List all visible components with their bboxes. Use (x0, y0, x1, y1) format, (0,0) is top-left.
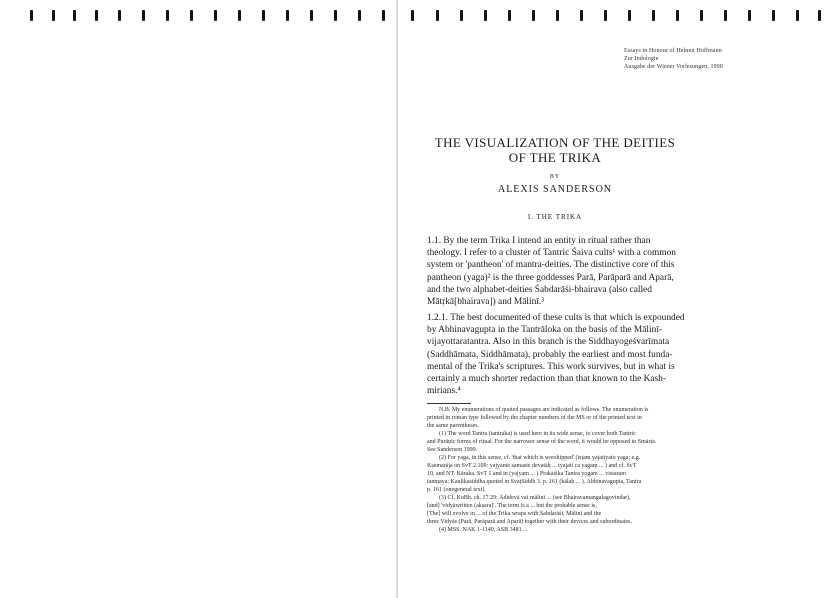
footnote-rule (427, 403, 471, 404)
scan-mark (214, 10, 217, 21)
footnote-line: printed in roman type followed by the chapter numbers of the MS or of the printed text in (427, 415, 642, 421)
scan-mark (628, 10, 631, 21)
scan-mark (676, 10, 679, 21)
text-line: and the two alphabet-deities Śabdarāśi-bhairava (also called (427, 284, 652, 295)
scan-mark (286, 10, 289, 21)
scan-mark (166, 10, 169, 21)
scan-mark (604, 10, 607, 21)
text-line: by Abhinavagupta in the Tantrāloka on the basis of the Mālinī- (427, 325, 663, 336)
footnote-line: Kṣemarāja on SvT 2.109: yajyante samaste devatāḥ ... tyajati ca yagaṃ ... ) and cf. SvT (427, 463, 637, 469)
scan-edge-marks (0, 10, 835, 24)
scan-mark (142, 10, 145, 21)
footnote-line: 10, and NT. Kāraka. SvT 1 and in (yajyam ... ) Prakāśika Tantra yogam ... vistaram (427, 471, 626, 477)
footnotes (427, 406, 779, 534)
footnote-line: [and] 'vidyāwritten (akṣara)'. The term is a ... but the probable sense is, (427, 503, 597, 509)
footnote-line: (1) The word Tantra (tantraka) is used here in its wide sense, to cover both Tantric (439, 431, 636, 437)
scan-mark (95, 10, 98, 21)
title-line: THE VISUALIZATION OF THE DEITIES (434, 135, 676, 150)
article-title (430, 135, 680, 165)
footnote-line: p. 161 (onegeneral text). (427, 487, 486, 493)
publication-note (624, 47, 824, 71)
text-line: Mātṛkā[bhairava]) and Mālinī.³ (427, 297, 545, 308)
section-heading: I. THE TRIKA (527, 213, 583, 221)
scan-mark (382, 10, 385, 21)
scan-mark (73, 10, 76, 21)
scan-mark (556, 10, 559, 21)
scan-mark (30, 10, 33, 21)
scan-mark (748, 10, 751, 21)
scan-mark (310, 10, 313, 21)
scan-mark (652, 10, 655, 21)
scan-mark (238, 10, 241, 21)
scan-mark (580, 10, 583, 21)
scan-mark (772, 10, 775, 21)
scan-mark (484, 10, 487, 21)
footnote-line: See Sanderson 1990. (427, 447, 478, 453)
scan-mark (700, 10, 703, 21)
text-line: 1.1. By the term Trika I intend an entity in ritual rather than (427, 236, 651, 246)
author-name: ALEXIS SANDERSON (497, 184, 613, 195)
footnote-line: the same parentheses. (427, 423, 480, 429)
scan-mark (52, 10, 55, 21)
scan-mark (436, 10, 439, 21)
paragraph-1-1 (427, 235, 777, 308)
scan-mark (190, 10, 193, 21)
scan-mark (411, 10, 414, 21)
footnote-line: (2) For yaga, in this sense, cf. 'that which is worshipped' (iṣṭaṃ yajatiyato yaga; e.g. (439, 455, 641, 461)
footnote-line: three Vidyās (Parā, Parāparā and Aparā) together with their devices and subordinates. (427, 519, 632, 525)
text-line: mental of the Trika's scriptures. This work survives, but in what is (427, 361, 675, 372)
text-line: system or 'pantheon' of mantra-deities. The distinctive core of this (427, 260, 675, 271)
scan-mark (508, 10, 511, 21)
footnote-line: (4) MSS. NAK 1-1140, ASB 3481 ... (439, 527, 528, 533)
scan-mark (532, 10, 535, 21)
scan-mark (796, 10, 799, 21)
scan-mark (334, 10, 337, 21)
scan-mark (460, 10, 463, 21)
scan-mark (358, 10, 361, 21)
title-line: OF THE TRIKA (508, 150, 602, 165)
text-line: 1.2.1. The best documented of these cults is that which is expounded (427, 313, 685, 323)
scan-mark (118, 10, 121, 21)
page-fold (396, 0, 398, 598)
footnote-line: and Purāṇic forms of ritual. For the narrower sense of the word, it would be opposed to Śmārta. (427, 439, 657, 445)
footnote-line: tanmaya; Kaulikasiddha quoted in SvaṭSiddh 3. p. 161 (kālaḥ ... ). Abhinavagupta, Tantra (427, 479, 642, 485)
text-line: vijayottaratantra. Also in this branch is the Siddhayogeśvarīmata (427, 337, 670, 348)
publication-note-line: Ausgabe der Wiener Vorlesungen, 1990 (624, 64, 723, 70)
text-line: theology. I refer to a cluster of Tantric Śaiva cults¹ with a common (427, 248, 676, 259)
by-label: BY (549, 174, 561, 180)
publication-note-line: Essays in Honour of Helmut Hoffmann (624, 48, 722, 54)
scan-mark (818, 10, 821, 21)
text-line: (Saddhāmata, Siddhāmata), probably the earliest and most funda- (427, 349, 673, 360)
text-line: mirians.⁴ (427, 386, 461, 397)
text-line: certainly a much shorter redaction than that known to the Kash- (427, 374, 666, 385)
scan-mark (262, 10, 265, 21)
text-line: pantheon (yaga)² is the three goddesses Parā, Parāparā and Aparā, (427, 272, 674, 283)
paragraph-1-2-1 (427, 312, 777, 397)
footnote-line: N.B. My enumerations of quoted passages are indicated as follows. The enumeration is (439, 407, 649, 413)
footnote-line: [The] will evolve in ... of the Trika wraps with Śabdarāśi, Mālinī and the (427, 511, 602, 517)
scan-mark (724, 10, 727, 21)
footnote-line: (3) Cf. KuBh. ch. 17.29: Ādidevā vai mālinī ... (see Bhairavamangalagovindar), (439, 495, 631, 501)
publication-note-line: Zur Indologie (624, 56, 659, 62)
